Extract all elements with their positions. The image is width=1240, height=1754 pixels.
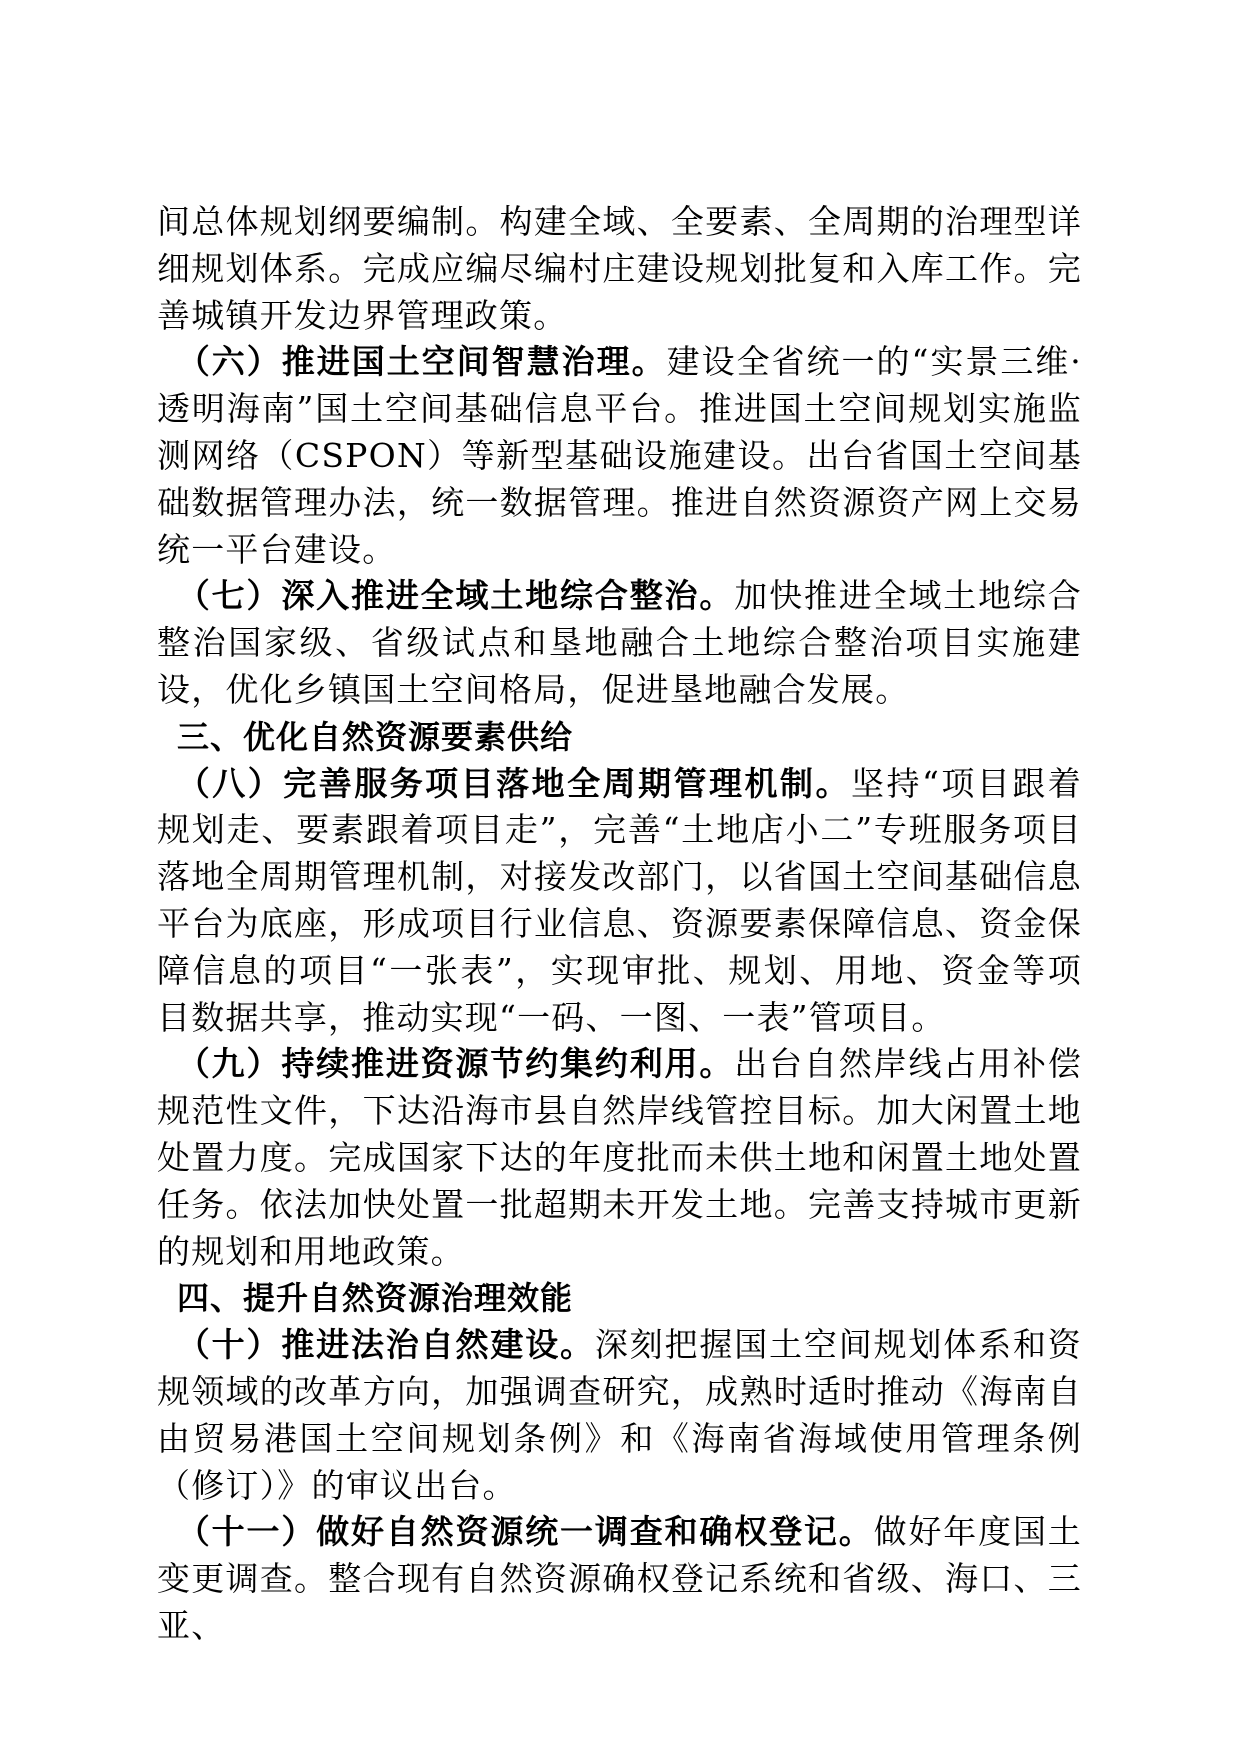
paragraph-lead: （九）持续推进资源节约集约利用。 (176, 1044, 735, 1084)
paragraph (157, 339, 1082, 573)
paragraph-text: 出台自然岸线占用补偿规范性文件，下达沿海市县自然岸线管控目标。加大闲置土地处置力度。完成国家下达的年度批而未供土地和闲置土地处置任务。依法加快处置一批超期未开发土地。完善支持城市更新的规划和用地政策。 (157, 1044, 1083, 1271)
paragraph-text: 建设全省统一的“实景三维·透明海南”国土空间基础信息平台。推进国土空间规划实施监测网络（CSPON）等新型基础设施建设。出台省国土空间基础数据管理办法，统一数据管理。推进自然资源资产网上交易统一平台建设。 (157, 342, 1082, 569)
paragraph-lead: （八）完善服务项目落地全周期管理机制。 (176, 763, 851, 803)
paragraph-lead: （十一）做好自然资源统一调查和确权登记。 (176, 1512, 874, 1552)
section-heading: 四、提升自然资源治理效能 (177, 1279, 574, 1318)
paragraph-text: 深刻把握国土空间规划体系和资规领域的改革方向，加强调查研究，成熟时适时推动《海南自由贸易港国土空间规划条例》和《海南省海域使用管理条例（修订）》的审议出台。 (157, 1325, 1082, 1505)
paragraph-lead: （七）深入推进全域土地综合整治。 (176, 576, 735, 616)
paragraph-lead: （十）推进法治自然建设。 (176, 1325, 595, 1365)
paragraph-text: 坚持“项目跟着规划走、要素跟着项目走”，完善“土地店小二”专班服务项目落地全周期管理机制，对接发改部门，以省国土空间基础信息平台为底座，形成项目行业信息、资源要素保障信息、资金保障信息的项目“一张表”，实现审批、规划、用地、资金等项目数据共享，推动实现“一码、一图、一表”管项目。 (157, 763, 1082, 1037)
paragraph (157, 1041, 1082, 1275)
paragraph-text: 做好年度国土变更调查。整合现有自然资源确权登记系统和省级、海口、三亚、 (157, 1512, 1083, 1645)
paragraph-text: 间总体规划纲要编制。构建全域、全要素、全周期的治理型详细规划体系。完成应编尽编村庄建设规划批复和入库工作。完善城镇开发边界管理政策。 (157, 202, 1082, 335)
paragraph (157, 573, 1082, 713)
paragraph (157, 199, 1082, 339)
paragraph-text: 加快推进全域土地综合整治国家级、省级试点和垦地融合土地综合整治项目实施建设，优化乡镇国土空间格局，促进垦地融合发展。 (157, 576, 1083, 709)
paragraph (157, 761, 1082, 1042)
paragraph (157, 1509, 1082, 1649)
paragraph-lead: （六）推进国土空间智慧治理。 (176, 342, 667, 382)
paragraph (157, 1322, 1082, 1509)
document-body (157, 199, 1082, 1650)
section-heading: 三、优化自然资源要素供给 (177, 717, 574, 756)
